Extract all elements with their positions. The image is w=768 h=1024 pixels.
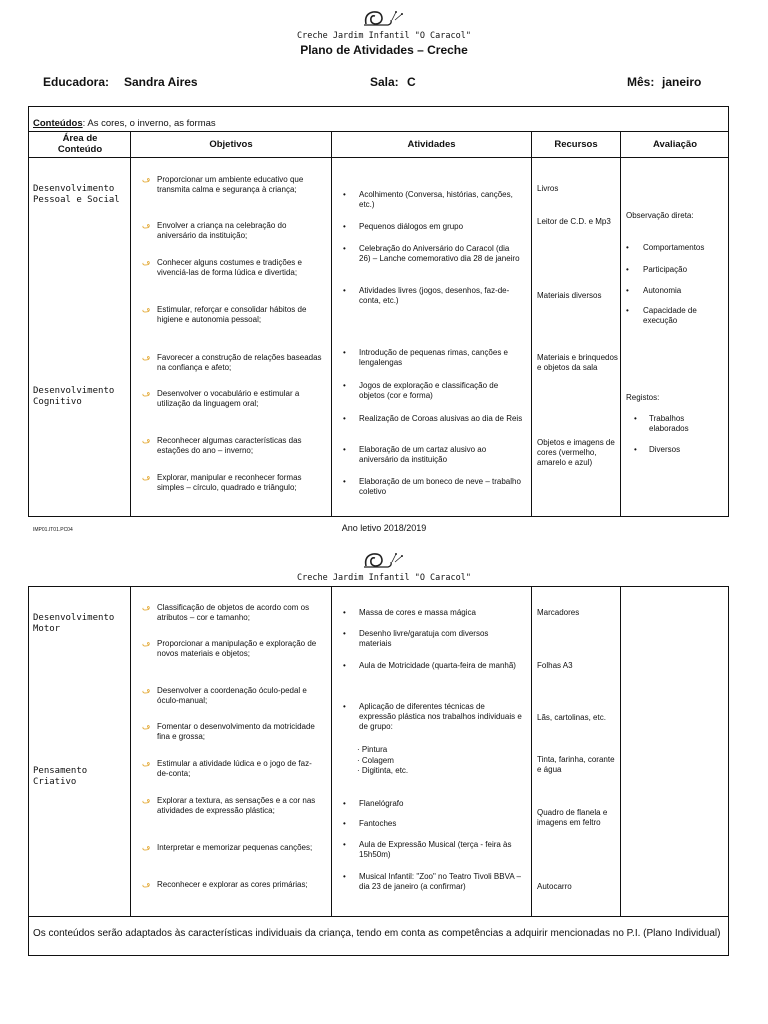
- objective-item: ڡ Explorar, manipular e reconhecer formas simples – círculo, quadrado e triângulo;: [142, 473, 302, 492]
- objective-item: ڡ Classificação de objetos de acordo com os atributos – cor e tamanho;: [142, 603, 310, 622]
- objective-item: ڡ Desenvolver a coordenação óculo-pedal e óculo-manual;: [142, 686, 307, 705]
- contents-row: [33, 118, 216, 129]
- resource-item: Quadro de flanela e imagens em feltro: [537, 808, 608, 827]
- technique-item: · Colagem: [357, 756, 394, 765]
- objective-item: ڡ Desenvolver o vocabulário e estimular a utilização da linguagem oral;: [142, 389, 300, 408]
- resource-item: Objetos e imagens de cores (vermelho, amarelo e azul): [537, 438, 615, 467]
- resource-item: Materiais diversos: [537, 291, 602, 300]
- col-header-area: Área de Conteúdo: [57, 133, 103, 155]
- resource-item: Lãs, cartolinas, etc.: [537, 713, 606, 722]
- col-header-objectives: Objetivos: [209, 139, 253, 150]
- evaluation-records-label: Registos:: [626, 393, 660, 402]
- objective-item: ڡ Favorecer a construção de relações baseadas na confiança e afeto;: [142, 353, 322, 372]
- activity-item: • Fantoches: [343, 819, 397, 828]
- adaptation-note: Os conteúdos serão adaptados às características individuais da criança, tendo em conta as competências a adquirir mencionadas no P.I. (Plano Individual): [33, 928, 721, 939]
- evaluation-item: Trabalhos elaborados: [649, 414, 689, 433]
- objective-item: ڡ Conhecer alguns costumes e tradições e vivenciá-las de forma lúdica e divertida;: [142, 258, 302, 277]
- school-year: Ano letivo 2018/2019: [341, 523, 427, 533]
- objective-item: ڡ Reconhecer e explorar as cores primárias;: [142, 880, 308, 889]
- objective-item: ڡ Proporcionar um ambiente educativo que transmita calma e segurança à criança;: [142, 175, 304, 194]
- activity-item: • Aula de Motricidade (quarta-feira de manhã): [343, 661, 516, 670]
- activity-item: • Celebração do Aniversário do Caracol (dia 26) – Lanche comemorativo dia 28 de janeiro: [343, 244, 520, 263]
- page-title: Plano de Atividades – Creche: [300, 43, 468, 57]
- resource-item: Autocarro: [537, 882, 572, 891]
- col-header-resources: Recursos: [554, 139, 598, 150]
- activity-item: • Realização de Coroas alusivas ao dia de Reis: [343, 414, 523, 423]
- activity-item: • Atividades livres (jogos, desenhos, faz-de-conta, etc.): [343, 286, 510, 305]
- resource-item: Marcadores: [537, 608, 580, 617]
- month-label: Mês:: [627, 75, 655, 89]
- evaluation-item: Autonomia: [643, 286, 682, 295]
- area-label: Desenvolvimento Pessoal e Social: [33, 184, 120, 205]
- school-name: Creche Jardim Infantil "O Caracol": [297, 31, 471, 41]
- evaluation-direct-label: Observação direta:: [626, 211, 694, 220]
- resource-item: Leitor de C.D. e Mp3: [537, 217, 611, 226]
- snail-logo: [362, 6, 408, 28]
- educator-label: Educadora:: [43, 75, 110, 89]
- resource-item: Materiais e brinquedos e objetos da sala: [537, 353, 618, 372]
- resource-item: Tinta, farinha, corante e água: [537, 755, 615, 774]
- col-header-activities: Atividades: [407, 139, 456, 150]
- evaluation-item: Participação: [643, 265, 688, 274]
- document-code: IMP01.IT01.PC04: [33, 527, 73, 533]
- technique-item: · Digitinta, etc.: [357, 766, 409, 775]
- educator-name: Sandra Aires: [124, 75, 198, 89]
- activity-item: • Aplicação de diferentes técnicas de expressão plástica nos trabalhos individuais e de grupo:: [343, 702, 522, 731]
- objective-item: ڡ Fomentar o desenvolvimento da motricidade fina e grossa;: [142, 722, 315, 741]
- activity-item: • Massa de cores e massa mágica: [343, 608, 476, 617]
- activity-item: • Introdução de pequenas rimas, canções e lengalengas: [343, 348, 508, 367]
- objective-item: ڡ Envolver a criança na celebração do aniversário da instituição;: [142, 221, 287, 240]
- objective-item: ڡ Proporcionar a manipulação e exploração de novos materiais e objetos;: [142, 639, 317, 658]
- evaluation-item: •: [626, 243, 629, 252]
- school-name: Creche Jardim Infantil "O Caracol": [297, 573, 471, 583]
- objective-item: ڡ Explorar a textura, as sensações e a cor nas atividades de expressão plástica;: [142, 796, 316, 815]
- resource-item: Folhas A3: [537, 661, 573, 670]
- objective-item: ڡ Estimular, reforçar e consolidar hábitos de higiene e autonomia pessoal;: [142, 305, 307, 324]
- objective-item: ڡ Reconhecer algumas características das estações do ano – inverno;: [142, 436, 302, 455]
- resource-item: Livros: [537, 184, 559, 193]
- activity-item: • Desenho livre/garatuja com diversos materiais: [343, 629, 489, 648]
- activity-item: • Acolhimento (Conversa, histórias, canções, etc.): [343, 190, 513, 209]
- room-value: C: [407, 75, 416, 89]
- technique-item: · Pintura: [357, 745, 388, 754]
- evaluation-item: Comportamentos: [643, 243, 705, 252]
- contents-label: Conteúdos: [33, 118, 83, 129]
- contents-text: : As cores, o inverno, as formas: [82, 118, 216, 129]
- activity-item: • Jogos de exploração e classificação de objetos (cor e forma): [343, 381, 499, 400]
- month-value: janeiro: [662, 75, 702, 89]
- area-label: Pensamento Criativo: [33, 766, 88, 787]
- room-label: Sala:: [370, 75, 399, 89]
- activity-item: • Aula de Expressão Musical (terça - feira às 15h50m): [343, 840, 512, 859]
- snail-logo: [362, 548, 408, 570]
- activity-item: • Pequenos diálogos em grupo: [343, 222, 464, 231]
- col-header-evaluation: Avaliação: [652, 139, 697, 150]
- activity-item: • Elaboração de um cartaz alusivo ao aniversário da instituição: [343, 445, 487, 464]
- activity-item: • Flanelógrafo: [343, 799, 404, 808]
- evaluation-item: Diversos: [649, 445, 681, 454]
- activity-item: • Elaboração de um boneco de neve – trabalho coletivo: [343, 477, 521, 496]
- evaluation-item: Capacidade de execução: [643, 306, 697, 325]
- area-label: Desenvolvimento Cognitivo: [33, 386, 115, 407]
- activity-item: • Musical Infantil: "Zoo" no Teatro Tivoli BBVA – dia 23 de janeiro (a confirmar): [343, 872, 521, 891]
- objective-item: ڡ Interpretar e memorizar pequenas canções;: [142, 843, 313, 852]
- area-label: Desenvolvimento Motor: [33, 613, 115, 634]
- objective-item: ڡ Estimular a atividade lúdica e o jogo de faz-de-conta;: [142, 759, 312, 778]
